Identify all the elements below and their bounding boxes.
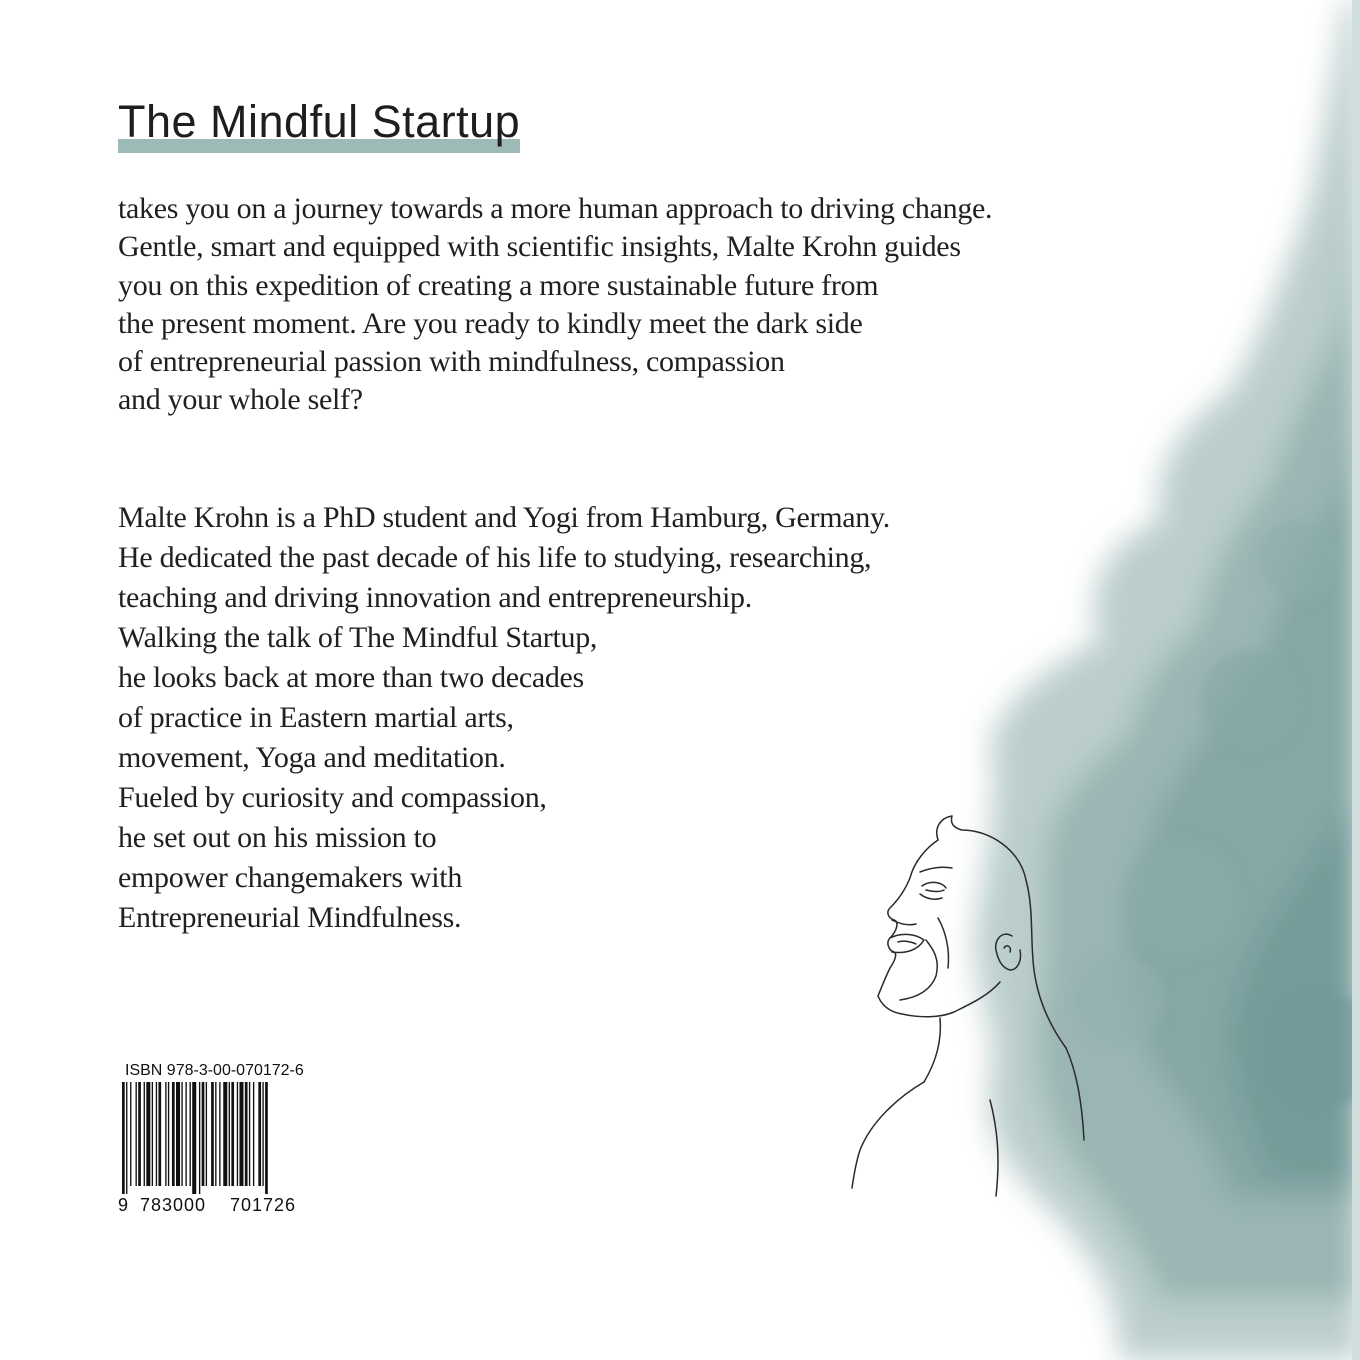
bio-line: He dedicated the past decade of his life to studying, researching, xyxy=(118,541,872,574)
barcode-lead-digit: 9 xyxy=(118,1195,129,1215)
barcode-icon xyxy=(118,1082,308,1194)
blurb-line: of entrepreneurial passion with mindfulness, compassion xyxy=(118,345,785,379)
bio-line: he set out on his mission to xyxy=(118,821,437,854)
book-title: The Mindful Startup xyxy=(118,96,521,147)
bio-line: of practice in Eastern martial arts, xyxy=(118,701,514,734)
blurb-line: and your whole self? xyxy=(118,383,363,417)
bio-line: Entrepreneurial Mindfulness. xyxy=(118,901,462,934)
bio-line: teaching and driving innovation and entrepreneurship. xyxy=(118,581,752,614)
barcode-group-1: 783000 xyxy=(140,1195,207,1215)
bio-line: Walking the talk of The Mindful Startup, xyxy=(118,621,598,654)
isbn-label: ISBN 978-3-00-070172-6 xyxy=(125,1062,304,1079)
title-block xyxy=(118,96,520,148)
bio-line: Fueled by curiosity and compassion, xyxy=(118,781,547,814)
blurb-line: takes you on a journey towards a more human approach to driving change. xyxy=(118,192,993,225)
blurb-line: Gentle, smart and equipped with scientific insights, Malte Krohn guides xyxy=(118,230,961,264)
blurb-line: the present moment. Are you ready to kindly meet the dark side xyxy=(118,306,863,340)
blurb-line: you on this expedition of creating a more sustainable future from xyxy=(118,268,879,302)
barcode-digits xyxy=(118,1195,308,1215)
bio-line: he looks back at more than two decades xyxy=(118,661,584,694)
barcode-group-2: 701726 xyxy=(230,1195,297,1215)
author-bio-paragraph xyxy=(118,498,890,938)
bio-line: Malte Krohn is a PhD student and Yogi from Hamburg, Germany. xyxy=(118,501,890,534)
blurb-paragraph xyxy=(118,190,992,420)
bio-line: empower changemakers with xyxy=(118,861,463,894)
bio-line: movement, Yoga and meditation. xyxy=(118,741,506,774)
portrait-line-drawing-icon xyxy=(830,800,1090,1200)
